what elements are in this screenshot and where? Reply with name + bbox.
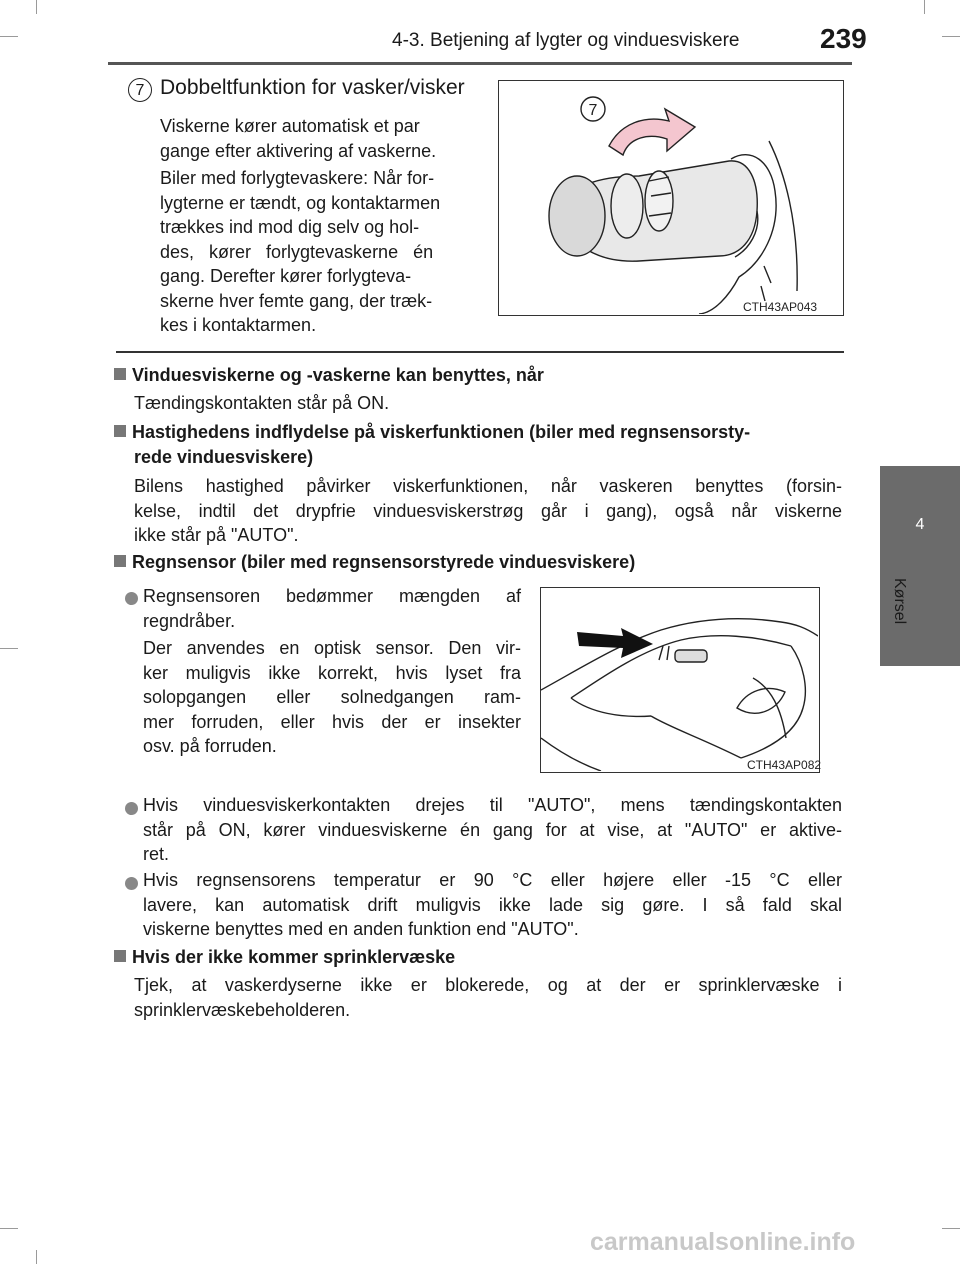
round-bullet-icon [125, 802, 138, 815]
text-line: Bilens hastighed påvirker viskerfunktionen, når vaskeren benyttes (forsin- [134, 476, 842, 496]
chapter-label: Kørsel [891, 578, 908, 625]
note-heading [114, 550, 635, 575]
figure-code: CTH43AP082 [747, 758, 822, 772]
note-heading [114, 945, 455, 970]
square-bullet-icon [114, 425, 126, 437]
page-number: 239 [820, 23, 867, 54]
paragraph [143, 868, 842, 942]
crop-mark [36, 1250, 37, 1264]
page-header-title: 4-3. Betjening af lygter og vinduesviskere [392, 30, 740, 51]
text-line: Hvis regnsensorens temperatur er 90 °C eller højere eller -15 °C eller [143, 870, 842, 890]
text-line: kes i kontaktarmen. [160, 315, 317, 335]
text-line: kelse, indtil det drypfrie vinduesviskerstrøg går i gang), også når viskerne [134, 500, 842, 521]
watermark: carmanualsonline.info [590, 1228, 856, 1256]
section-divider [116, 351, 844, 353]
square-bullet-icon [114, 950, 126, 962]
chapter-number: 4 [915, 516, 925, 533]
item-number-marker: 7 [128, 78, 152, 102]
note-heading [114, 363, 544, 388]
text-line: ret. [143, 844, 170, 864]
note-heading-text: Regnsensor (biler med regnsensorstyrede vinduesviskere) [132, 552, 636, 572]
note-heading-text: Vinduesviskerne og -vaskerne kan benyttes, når [132, 365, 544, 385]
text-line: gang. Derefter kører forlygteva- [160, 266, 412, 286]
paragraph [143, 793, 842, 867]
crop-mark [942, 1228, 960, 1229]
paragraph [134, 474, 842, 548]
text-line: Biler med forlygtevaskere: Når for- [160, 168, 435, 188]
text-line: lavere, kan automatisk drift muligvis ikke lade sig gøre. I så fald skal [143, 894, 842, 915]
note-heading-text: Hvis der ikke kommer sprinklervæske [132, 947, 456, 967]
paragraph [134, 973, 842, 1022]
figure-code: CTH43AP043 [743, 300, 818, 314]
text-line: Der anvendes en optisk sensor. Den vir- [143, 638, 521, 658]
text-line: Hvis vinduesviskerkontakten drejes til "AUTO", mens tændingskontakten [143, 795, 842, 815]
wiper-lever-drawing [499, 81, 842, 314]
square-bullet-icon [114, 555, 126, 567]
text-line: solopgangen eller solnedgangen ram- [143, 687, 521, 707]
crop-mark [0, 648, 18, 649]
sensor-pointer-arrow [577, 628, 653, 658]
text-line: Viskerne kører automatisk et par [160, 116, 420, 136]
text-line: lygterne er tændt, og kontaktarmen [160, 192, 441, 213]
crop-mark [924, 0, 925, 14]
paragraph [160, 166, 478, 338]
crop-mark [0, 1228, 18, 1229]
text-line: ker muligvis ikke korrekt, hvis lyset fra [143, 662, 521, 683]
paragraph [143, 584, 521, 633]
figure-marker: 7 [588, 102, 598, 119]
round-bullet-icon [125, 592, 138, 605]
text-line: Regnsensoren bedømmer mængden af [143, 586, 521, 606]
text-line: mer forruden, eller hvis der er insekter [143, 711, 521, 732]
rotation-arrow [609, 109, 695, 155]
note-heading-text: Hastighedens indflydelse på viskerfunktionen (biler med regnsensorsty- [132, 422, 751, 442]
text-line: står på ON, kører vinduesviskerne én gang for at vise, at "AUTO" er aktive- [143, 819, 842, 840]
paragraph [134, 391, 842, 416]
text-line: sprinklervæskebeholderen. [134, 999, 351, 1020]
text-line: osv. på forruden. [143, 736, 277, 756]
text-line: regndråber. [143, 610, 236, 631]
text-line: trækkes ind mod dig selv og hol- [160, 217, 420, 237]
header-divider [108, 62, 852, 65]
paragraph [143, 636, 521, 759]
section-title: Dobbeltfunktion for vasker/visker [160, 76, 465, 99]
text-line: ikke står på "AUTO". [134, 525, 299, 545]
square-bullet-icon [114, 368, 126, 380]
crop-mark [942, 36, 960, 37]
note-heading-text: rede vinduesviskere) [134, 446, 314, 467]
crop-mark [0, 36, 18, 37]
text-line: viskerne benyttes med en anden funktion end "AUTO". [143, 919, 579, 939]
text-line: des, kører forlygtevaskerne én [160, 241, 434, 262]
text-line: gange efter aktivering af vaskerne. [160, 140, 437, 161]
text-line: skerne hver femte gang, der træk- [160, 290, 433, 311]
paragraph [160, 114, 478, 163]
text-line: Tjek, at vaskerdyserne ikke er blokerede, og at der er sprinklervæske i [134, 975, 842, 995]
lever-illustration [498, 80, 844, 316]
note-heading [114, 420, 854, 469]
car-windshield-drawing [541, 588, 818, 771]
text-line: Tændingskontakten står på ON. [134, 393, 390, 413]
windshield-illustration [540, 587, 820, 773]
round-bullet-icon [125, 877, 138, 890]
crop-mark [36, 0, 37, 14]
